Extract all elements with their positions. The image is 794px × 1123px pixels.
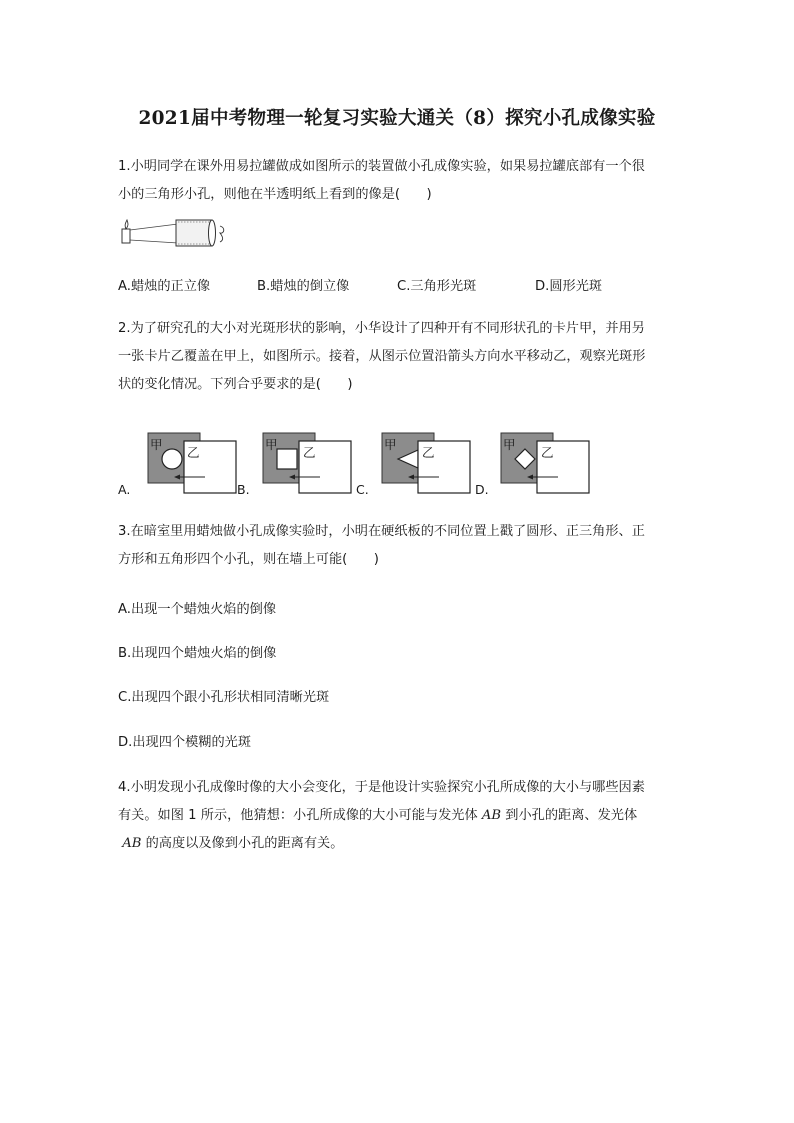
question-1 [118, 153, 678, 209]
question-1-line-2: 小的三角形小孔，则他在半透明纸上看到的像是( ) [118, 187, 432, 202]
q2-figure-c [356, 430, 476, 498]
document-title: 2021届中考物理一轮复习实验大通关（8）探究小孔成像实验 [138, 108, 656, 129]
question-3-line-2: 方形和五角形四个小孔，则在墙上可能( ) [118, 552, 379, 567]
question-3-line-1: 3.在暗室里用蜡烛做小孔成像实验时，小明在硬纸板的不同位置上戳了圆形、正三角形、正 [118, 524, 645, 539]
question-4-line-1: 4.小明发现小孔成像时像的大小会变化，于是他设计实验探究小孔所成像的大小与哪些因素 [118, 780, 645, 795]
q2-figure-d [475, 430, 595, 498]
pinhole-can-figure [116, 216, 228, 250]
q2-option-a: A. [118, 482, 131, 497]
q2-option-c: C. [356, 482, 369, 497]
card-yi-label: 乙 [422, 445, 435, 460]
q1-option-c: C.三角形光斑 [397, 279, 477, 294]
q2-option-d: D. [475, 482, 489, 497]
circle-icon [162, 449, 182, 469]
question-4 [118, 774, 678, 858]
card-yi-label: 乙 [187, 445, 200, 460]
card-jia-label: 甲 [384, 437, 397, 452]
question-4-line-3: AB 的高度以及像到小孔的距离有关。 [122, 836, 344, 851]
q3-option-d: D.出现四个模糊的光斑 [118, 735, 252, 750]
q2-figure-a [118, 430, 238, 498]
square-icon [277, 449, 297, 469]
question-2-line-2: 一张卡片乙覆盖在甲上，如图所示。接着，从图示位置沿箭头方向水平移动乙，观察光斑形 [118, 349, 646, 364]
q3-option-b: B.出现四个蜡烛火焰的倒像 [118, 646, 277, 661]
question-2 [118, 315, 678, 399]
question-2-line-3: 状的变化情况。下列合乎要求的是( ) [118, 377, 353, 392]
ab-label: AB [481, 808, 502, 823]
q2-figure-b [237, 430, 357, 498]
ab-label: AB [122, 836, 142, 851]
card-yi-label: 乙 [541, 445, 554, 460]
q1-option-b: B.蜡烛的倒立像 [257, 279, 350, 294]
q3-option-c: C.出现四个跟小孔形状相同清晰光斑 [118, 690, 330, 705]
q1-option-d: D.圆形光斑 [535, 279, 603, 294]
q3-option-a: A.出现一个蜡烛火焰的倒像 [118, 602, 277, 617]
question-2-line-1: 2.为了研究孔的大小对光斑形状的影响，小华设计了四种开有不同形状孔的卡片甲，并用另 [118, 321, 645, 336]
question-1-line-1: 1.小明同学在课外用易拉罐做成如图所示的装置做小孔成像实验，如果易拉罐底部有一个很 [118, 159, 645, 174]
card-jia-label: 甲 [150, 437, 163, 452]
question-4-line-2: 有关。如图 1 所示，他猜想：小孔所成像的大小可能与发光体 AB 到小孔的距离、发光体 [118, 808, 638, 823]
card-jia-label: 甲 [265, 437, 278, 452]
q1-option-a: A.蜡烛的正立像 [118, 279, 211, 294]
q2-option-b: B. [237, 482, 250, 497]
card-jia-label: 甲 [503, 437, 516, 452]
question-3 [118, 518, 678, 574]
card-yi-label: 乙 [303, 445, 316, 460]
